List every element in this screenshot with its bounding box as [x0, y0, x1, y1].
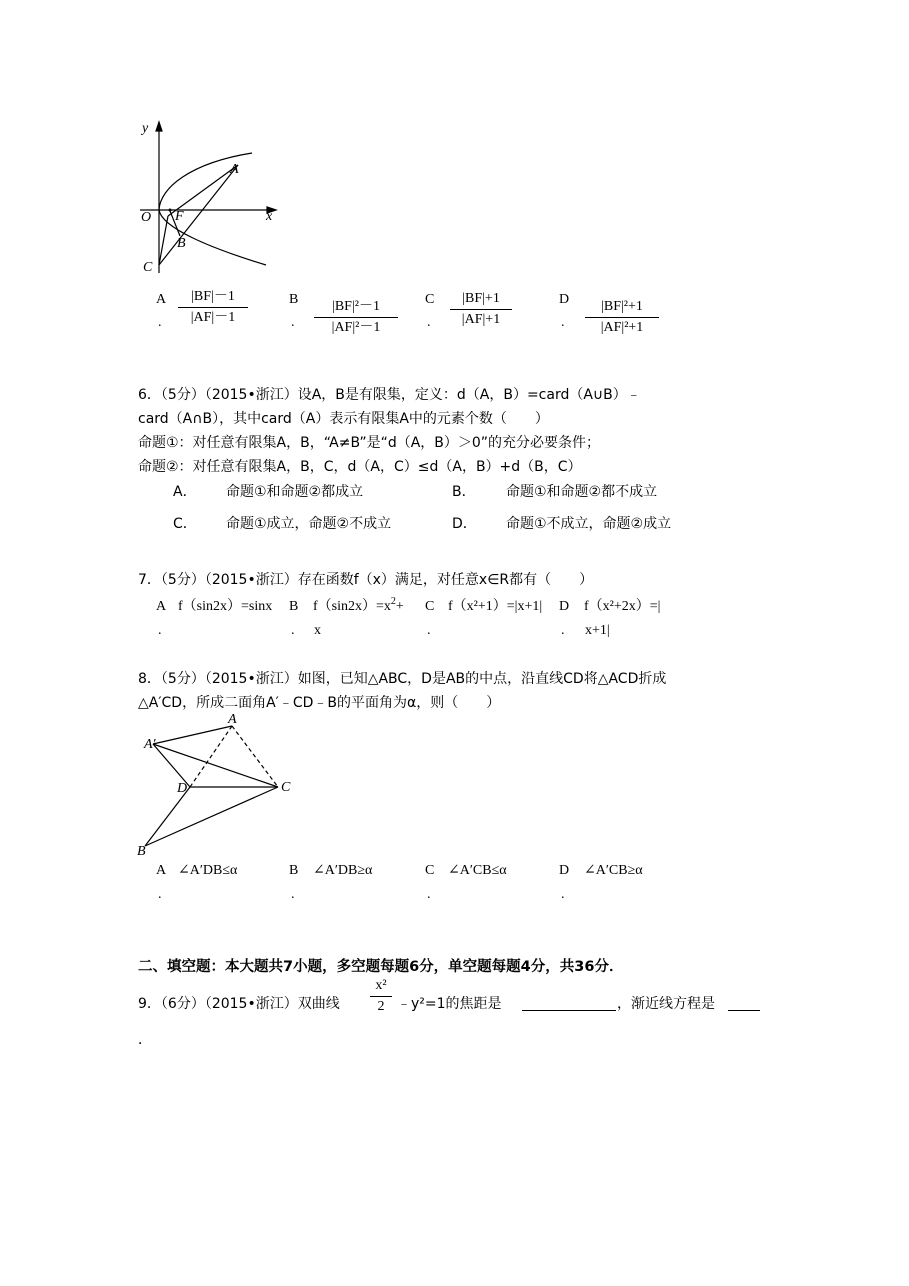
q5-option-d-letter: D — [559, 292, 570, 307]
q5-option-c-fraction: |BF|+1 |AF|+1 — [450, 290, 512, 329]
q7-option-b-letter: B — [289, 599, 299, 614]
fig5-label-o: O — [141, 210, 152, 225]
q8-option-c-letter: C — [425, 863, 435, 878]
q8-option-d-letter: D — [559, 863, 570, 878]
q9-blank-focal-distance[interactable] — [522, 1010, 616, 1011]
q5-option-b-fraction: |BF|²－1 |AF|²－1 — [314, 298, 398, 337]
q6-option-c-letter: C． — [173, 516, 197, 532]
fig8-label-b: B — [137, 844, 146, 859]
fig5-label-b: B — [177, 236, 186, 251]
section-heading: 二、填空题：本大题共7小题，多空题每题6分，单空题每题4分，共36分． — [138, 959, 624, 975]
q5-option-a-fraction: |BF|－1 |AF|－1 — [178, 288, 248, 327]
fig5-label-x: x — [266, 209, 273, 224]
q6-option-d-text: 命题①不成立，命题②成立 — [506, 516, 672, 532]
q7-option-a-dot: . — [158, 623, 162, 638]
q8-option-a-dot: . — [158, 887, 162, 902]
q8-option-a-text: ∠A′DB≤α — [178, 863, 238, 878]
q8-option-d-dot: . — [561, 887, 565, 902]
q8-option-c-text: ∠A′CB≤α — [448, 863, 507, 878]
q7-option-c-dot: . — [427, 623, 431, 638]
q8-option-b-text: ∠A′DB≥α — [313, 863, 373, 878]
q7-option-b-text: $f(\sin 2x)=x^2+$ — [313, 596, 404, 614]
q9-middle: ，渐近线方程是 — [617, 996, 715, 1012]
fig8-label-a: A — [228, 712, 237, 727]
q7-option-c-letter: C — [425, 599, 435, 614]
fig5-label-f: F — [175, 209, 184, 224]
q8-line-1: 8．（5分）（2015•浙江）如图，已知△ABC，D是AB的中点，沿直线CD将△ACD折成 — [138, 671, 667, 687]
q7-option-b-text-cont: x — [314, 623, 321, 638]
q6-option-b-letter: B． — [452, 484, 476, 500]
q6-line-1: 6．（5分）（2015•浙江）设A，B是有限集，定义：d（A，B）=card（A∪B）﹣ — [138, 387, 641, 403]
q6-option-a-text: 命题①和命题②都成立 — [226, 484, 364, 500]
q6-line-3: 命题①：对任意有限集A，B，“A≠B”是“d（A，B）＞0”的充分必要条件； — [138, 435, 601, 451]
q7-option-d-dot: . — [561, 623, 565, 638]
parabola-figure — [130, 118, 290, 278]
q5-option-d-fraction: |BF|²+1 |AF|²+1 — [585, 298, 659, 337]
q6-option-c-text: 命题①成立，命题②不成立 — [226, 516, 392, 532]
q5-option-a-dot: . — [158, 315, 162, 330]
q9-blank-asymptote[interactable] — [728, 1010, 760, 1011]
q8-option-a-letter: A — [156, 863, 167, 878]
q9-end: ． — [138, 1032, 152, 1048]
q6-option-b-text: 命题①和命题②都不成立 — [506, 484, 658, 500]
q7-option-d-text-cont: x+1| — [585, 623, 610, 638]
q5-option-b-dot: . — [291, 315, 295, 330]
q7-option-d-letter: D — [559, 599, 570, 614]
fig5-label-c: C — [143, 260, 153, 275]
fig5-label-a: A — [230, 162, 239, 177]
q7-option-d-text: f（x²+2x）=| — [584, 599, 661, 614]
q5-option-d-dot: . — [561, 315, 565, 330]
q9-fraction: x² 2 — [370, 977, 392, 1016]
fig8-label-c: C — [281, 780, 291, 795]
q9-prefix: 9．（6分）（2015•浙江）双曲线 — [138, 996, 340, 1012]
q7-option-a-letter: A — [156, 599, 167, 614]
q8-line-2: △A′CD，所成二面角A′﹣CD﹣B的平面角为α，则（ ） — [138, 695, 501, 711]
q7-option-b-dot: . — [291, 623, 295, 638]
q5-option-b-letter: B — [289, 292, 299, 307]
fig5-label-y: y — [142, 121, 149, 136]
q8-option-d-text: ∠A′CB≥α — [584, 863, 643, 878]
q6-option-d-letter: D． — [452, 516, 477, 532]
fig8-label-aprime: A′ — [144, 737, 156, 752]
q6-line-4: 命题②：对任意有限集A，B，C，d（A，C）≤d（A，B）+d（B，C） — [138, 459, 582, 475]
q7-option-c-text: f（x²+1）=|x+1| — [448, 599, 543, 614]
q9-equation: ﹣y²=1的焦距是 — [397, 996, 502, 1012]
q8-option-b-dot: . — [291, 887, 295, 902]
q7-option-a-text: f（sin2x）=sinx — [178, 599, 273, 614]
q6-option-a-letter: A． — [173, 484, 197, 500]
q8-option-b-letter: B — [289, 863, 299, 878]
folding-triangle-figure — [135, 712, 305, 862]
q5-option-c-dot: . — [427, 315, 431, 330]
q7-stem: 7．（5分）（2015•浙江）存在函数f（x）满足，对任意x∈R都有（ ） — [138, 572, 594, 588]
q6-line-2: card（A∩B），其中card（A）表示有限集A中的元素个数（ ） — [138, 411, 549, 427]
q5-option-a-letter: A — [156, 292, 167, 307]
q5-option-c-letter: C — [425, 292, 435, 307]
q8-option-c-dot: . — [427, 887, 431, 902]
fig8-label-d: D — [177, 781, 188, 796]
